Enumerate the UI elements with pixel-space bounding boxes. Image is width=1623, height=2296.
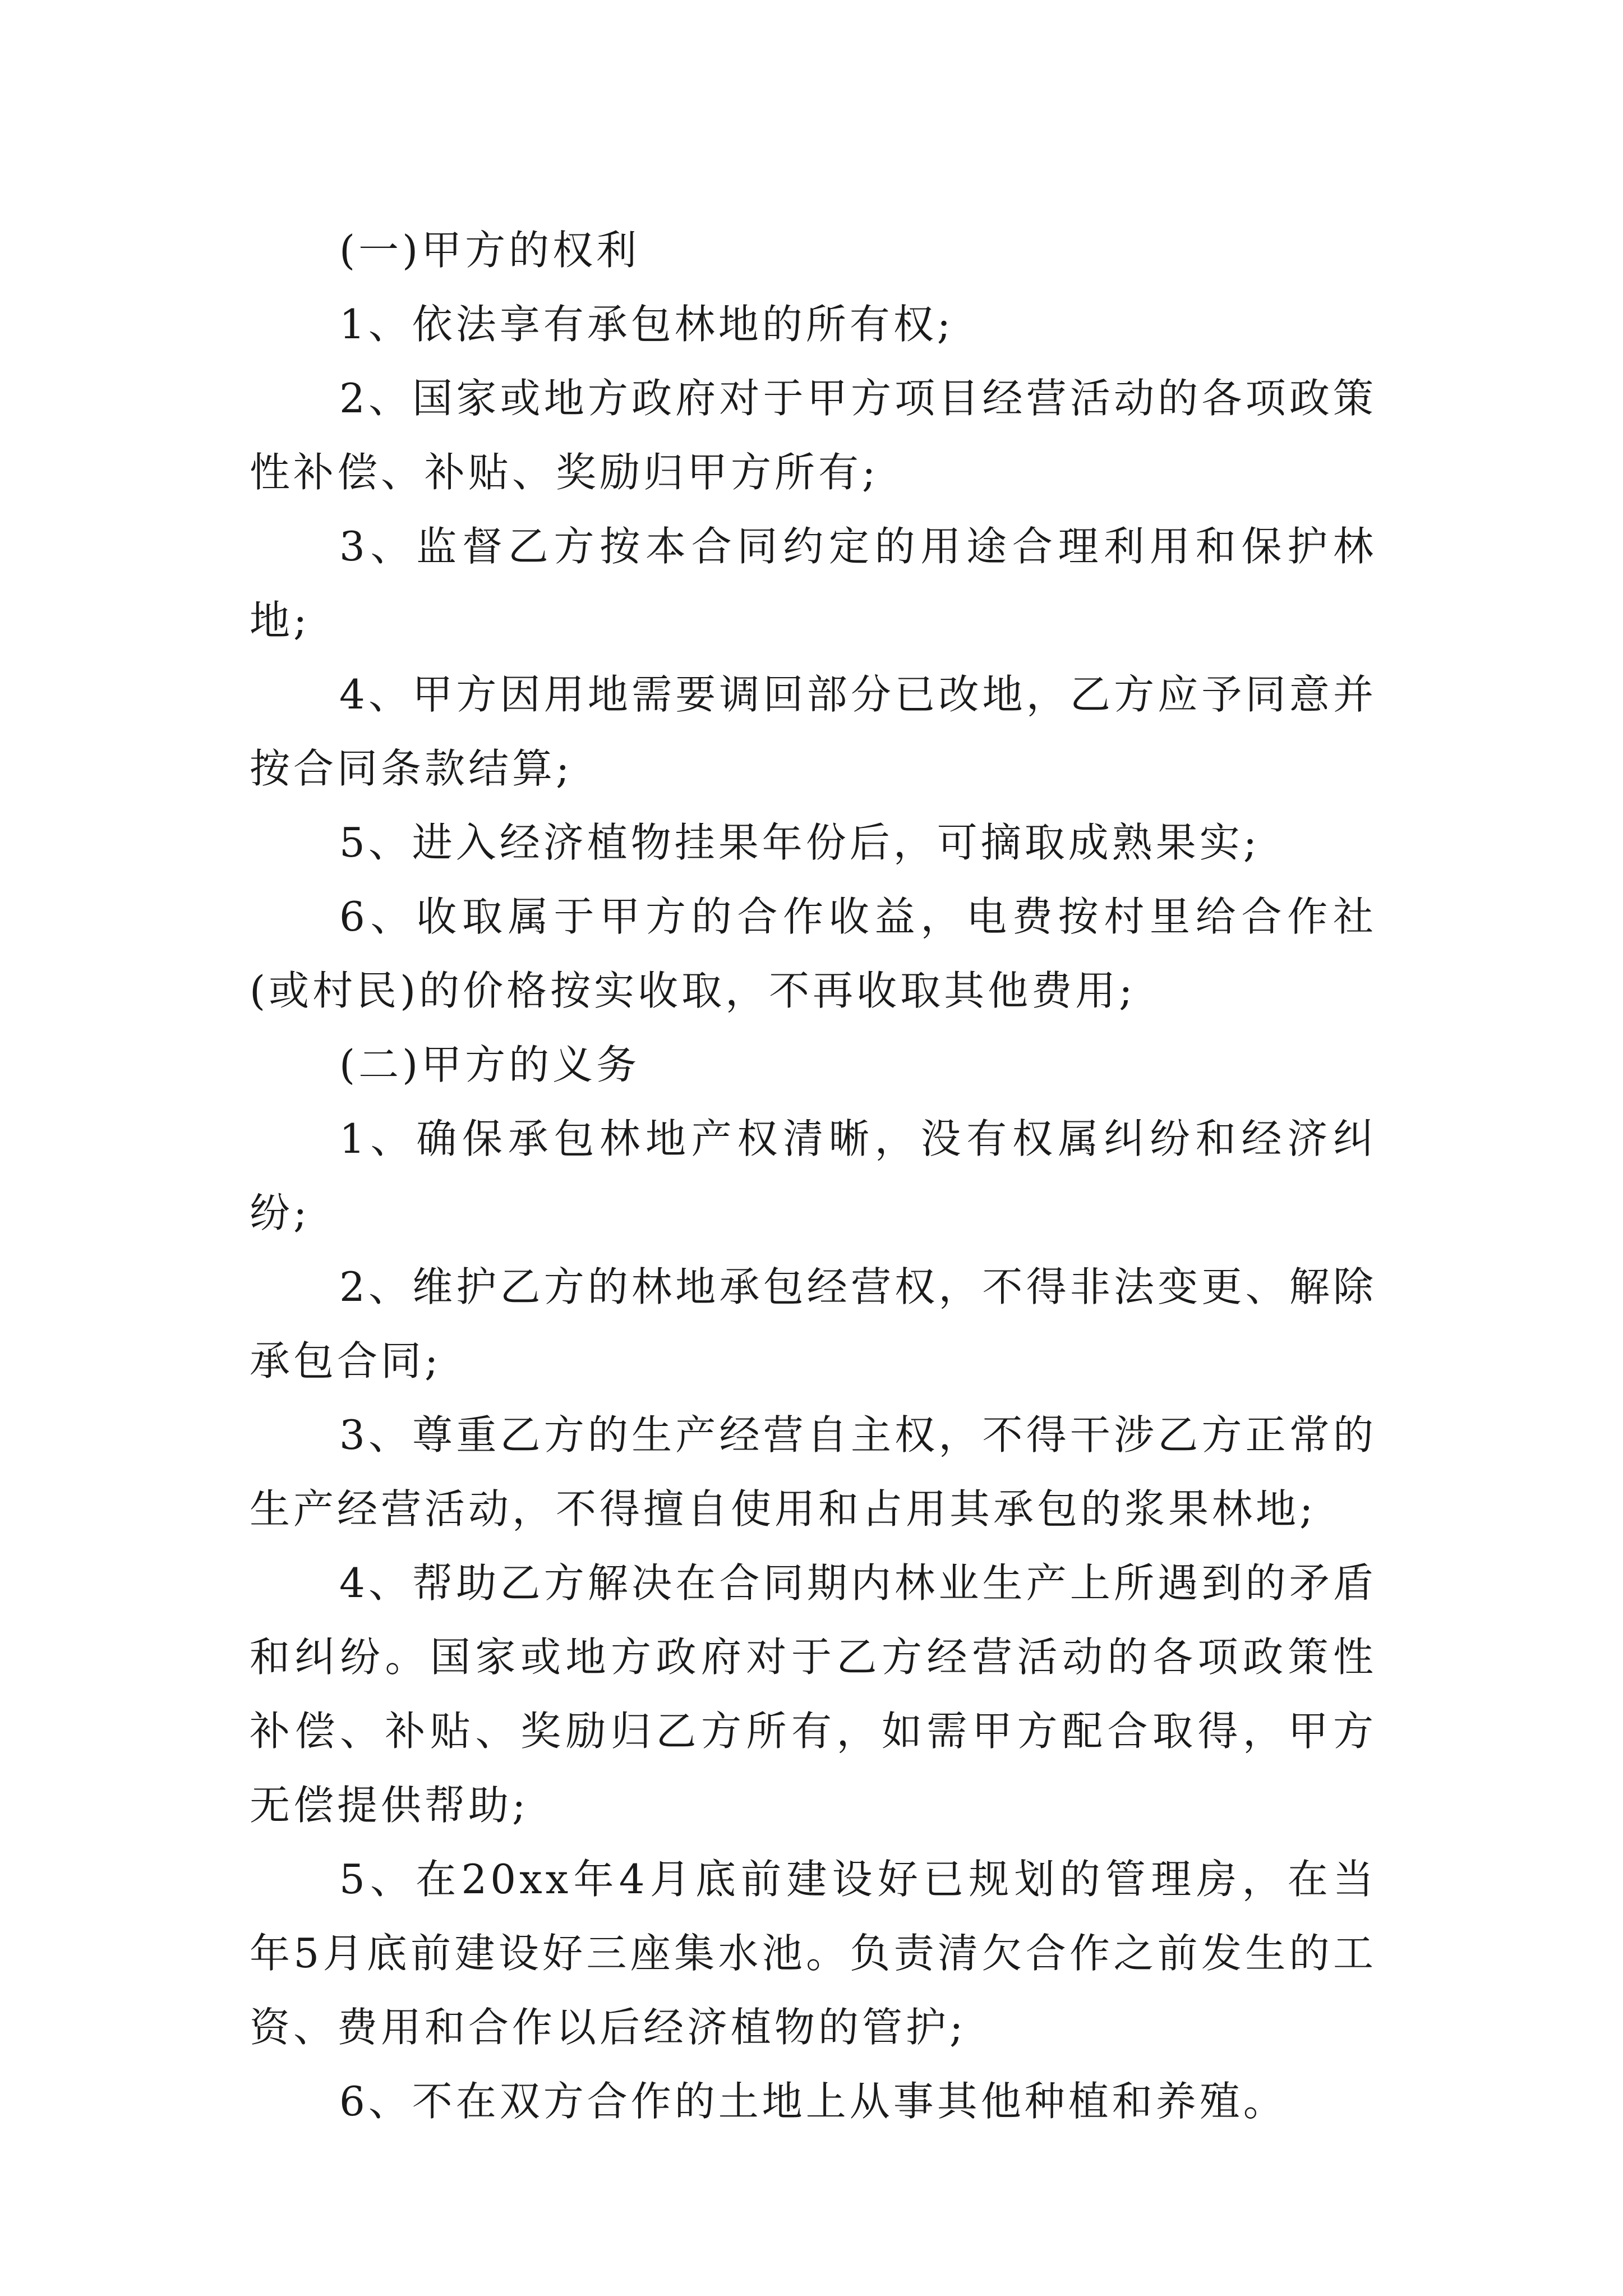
obligations-item-5: 5、在20xx年4月底前建设好已规划的管理房，在当年5月底前建设好三座集水池。负责清欠合作之前发生的工资、费用和合作以后经济植物的管护; xyxy=(250,1856,1377,2051)
obligations-item-1: 1、确保承包林地产权清晰，没有权属纠纷和经济纠纷; xyxy=(250,1115,1377,1236)
rights-item-6: 6、收取属于甲方的合作收益，电费按村里给合作社(或村民)的价格按实收取，不再收取其他费用; xyxy=(250,893,1377,1014)
rights-item-1: 1、依法享有承包林地的所有权; xyxy=(339,301,955,348)
obligations-item-3: 3、尊重乙方的生产经营自主权，不得干涉乙方正常的生产经营活动，不得擅自使用和占用其承包的浆果林地; xyxy=(250,1411,1377,1533)
section-heading-party-a-obligations: (二)甲方的义务 xyxy=(339,1041,640,1088)
rights-item-5: 5、进入经济植物挂果年份后，可摘取成熟果实; xyxy=(339,819,1261,866)
section-heading-party-a-rights: (一)甲方的权利 xyxy=(339,227,640,274)
rights-item-3: 3、监督乙方按本合同约定的用途合理利用和保护林地; xyxy=(250,523,1377,644)
obligations-item-2: 2、维护乙方的林地承包经营权，不得非法变更、解除承包合同; xyxy=(250,1263,1377,1384)
obligations-item-6: 6、不在双方合作的土地上从事其他种植和养殖。 xyxy=(339,2078,1287,2125)
rights-item-2: 2、国家或地方政府对于甲方项目经营活动的各项政策性补偿、补贴、奖励归甲方所有; xyxy=(250,375,1377,496)
obligations-item-4: 4、帮助乙方解决在合同期内林业生产上所遇到的矛盾和纠纷。国家或地方政府对于乙方经营活动的各项政策性补偿、补贴、奖励归乙方所有，如需甲方配合取得，甲方无偿提供帮助; xyxy=(250,1559,1377,1829)
rights-item-4: 4、甲方因用地需要调回部分已改地，乙方应予同意并按合同条款结算; xyxy=(250,671,1377,792)
document-body xyxy=(250,213,1377,2138)
